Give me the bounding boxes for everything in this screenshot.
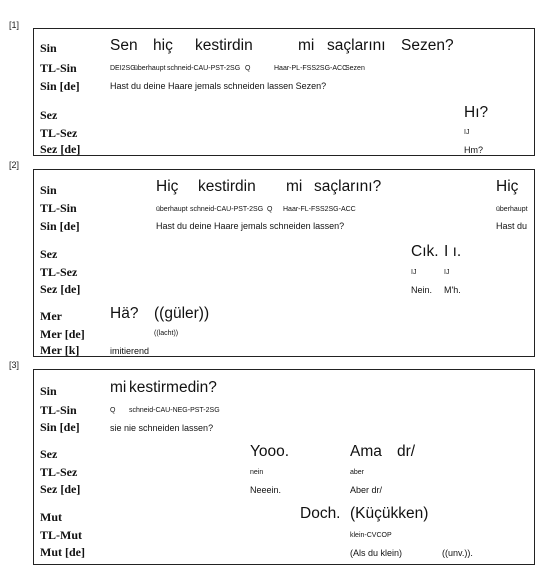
translation: Nein. — [411, 285, 433, 295]
tier-label: Mer [de] — [40, 327, 85, 341]
tier-label: Mer [k] — [40, 343, 80, 357]
comment: ((lacht)) — [154, 330, 179, 337]
tier-label: TL-Sez — [40, 265, 78, 279]
translation: Hast du deine Haare jemals schneiden lassen? — [156, 221, 345, 231]
tier-label: Mut [de] — [40, 545, 85, 559]
utterance-word: (Küçükken) — [350, 505, 429, 522]
gloss: überhaupt — [156, 206, 188, 213]
utterance-word: Sezen? — [401, 37, 454, 54]
gloss: Sezen — [345, 65, 365, 72]
gloss: schneid-CAU-NEG-PST-2SG — [129, 407, 220, 414]
utterance-word: Yooo. — [250, 443, 290, 460]
gloss: überhaupt — [496, 206, 528, 213]
gloss: Q — [267, 206, 273, 213]
utterance-word: Sen — [110, 37, 138, 54]
utterance-word: Hä? — [110, 305, 139, 322]
tier-label: TL-Sin — [40, 201, 77, 215]
gloss: Haar-PL-FSS2SG-ACC — [274, 65, 348, 72]
utterance-word: I ı. — [444, 243, 462, 260]
gloss: aber — [350, 469, 365, 476]
tier-label: Sez [de] — [40, 142, 81, 156]
gloss: klein-CVCOP — [350, 532, 392, 539]
translation: Hast du deine Haare jemals schneiden lassen Sezen? — [110, 81, 327, 91]
gloss: IJ — [444, 269, 450, 276]
utterance-word: mi — [298, 37, 315, 54]
tier-label: Sez — [40, 108, 58, 122]
comment: imitierend — [110, 346, 150, 356]
gloss: überhaupt — [134, 65, 166, 72]
gloss: Haar-FL-FSS2SG-ACC — [283, 206, 356, 213]
utterance-word: kestirdin — [198, 178, 256, 195]
utterance-word: Cık. — [411, 243, 439, 260]
utterance-word: ((güler)) — [154, 305, 210, 322]
tier-label: TL-Sin — [40, 403, 77, 417]
tier-label: Sin [de] — [40, 79, 80, 93]
translation: sie nie schneiden lassen? — [110, 423, 214, 433]
utterance-word: Doch. — [300, 505, 341, 522]
utterance-word: saçlarını? — [314, 178, 382, 195]
utterance-word: kestirmedin? — [129, 379, 217, 396]
gloss: DEI2SG — [110, 65, 136, 72]
tier-label: TL-Sez — [40, 126, 78, 140]
block-number: [1] — [9, 20, 20, 30]
gloss: nein — [250, 469, 264, 476]
translation: (Als du klein) — [350, 548, 403, 558]
tier-label: Sez [de] — [40, 482, 81, 496]
tier-label: Sez [de] — [40, 282, 81, 296]
translation: Hast du — [496, 221, 528, 231]
tier-label: Sin [de] — [40, 219, 80, 233]
utterance-word: hiç — [153, 37, 173, 54]
transcript-block-3 — [33, 369, 535, 565]
utterance-word: saçlarını — [327, 37, 386, 54]
transcript-block-2 — [33, 169, 535, 357]
transcript-block-1 — [33, 28, 535, 156]
gloss: IJ — [464, 129, 470, 136]
tier-label: TL-Sez — [40, 465, 78, 479]
gloss: Q — [245, 65, 251, 72]
tier-label: TL-Sin — [40, 61, 77, 75]
utterance-word: Hiç — [156, 178, 179, 195]
gloss: IJ — [411, 269, 417, 276]
tier-label: Sin — [40, 384, 57, 398]
gloss: schneid-CAU-PST-2SG — [190, 206, 264, 213]
utterance-word: Ama — [350, 443, 382, 460]
gloss: Q — [110, 407, 116, 414]
tier-label: TL-Mut — [40, 528, 82, 542]
tier-label: Mut — [40, 510, 62, 524]
tier-label: Sin [de] — [40, 420, 80, 434]
comment: ((unv.)). — [442, 548, 473, 558]
translation: Hm? — [464, 145, 484, 155]
utterance-word: Hiç — [496, 178, 519, 195]
utterance-word: kestirdin — [195, 37, 253, 54]
utterance-word: dr/ — [397, 443, 416, 460]
block-number: [3] — [9, 360, 20, 370]
tier-label: Sin — [40, 41, 57, 55]
translation: Aber dr/ — [350, 485, 383, 495]
translation: Neeein. — [250, 485, 282, 495]
utterance-word: Hı? — [464, 104, 489, 121]
tier-label: Sin — [40, 183, 57, 197]
tier-label: Sez — [40, 247, 58, 261]
tier-label: Sez — [40, 447, 58, 461]
block-number: [2] — [9, 160, 20, 170]
tier-label: Mer — [40, 309, 62, 323]
utterance-word: mi — [286, 178, 303, 195]
utterance-word: mi — [110, 379, 127, 396]
gloss: schneid-CAU-PST-2SG — [167, 65, 241, 72]
translation: M'h. — [444, 285, 461, 295]
